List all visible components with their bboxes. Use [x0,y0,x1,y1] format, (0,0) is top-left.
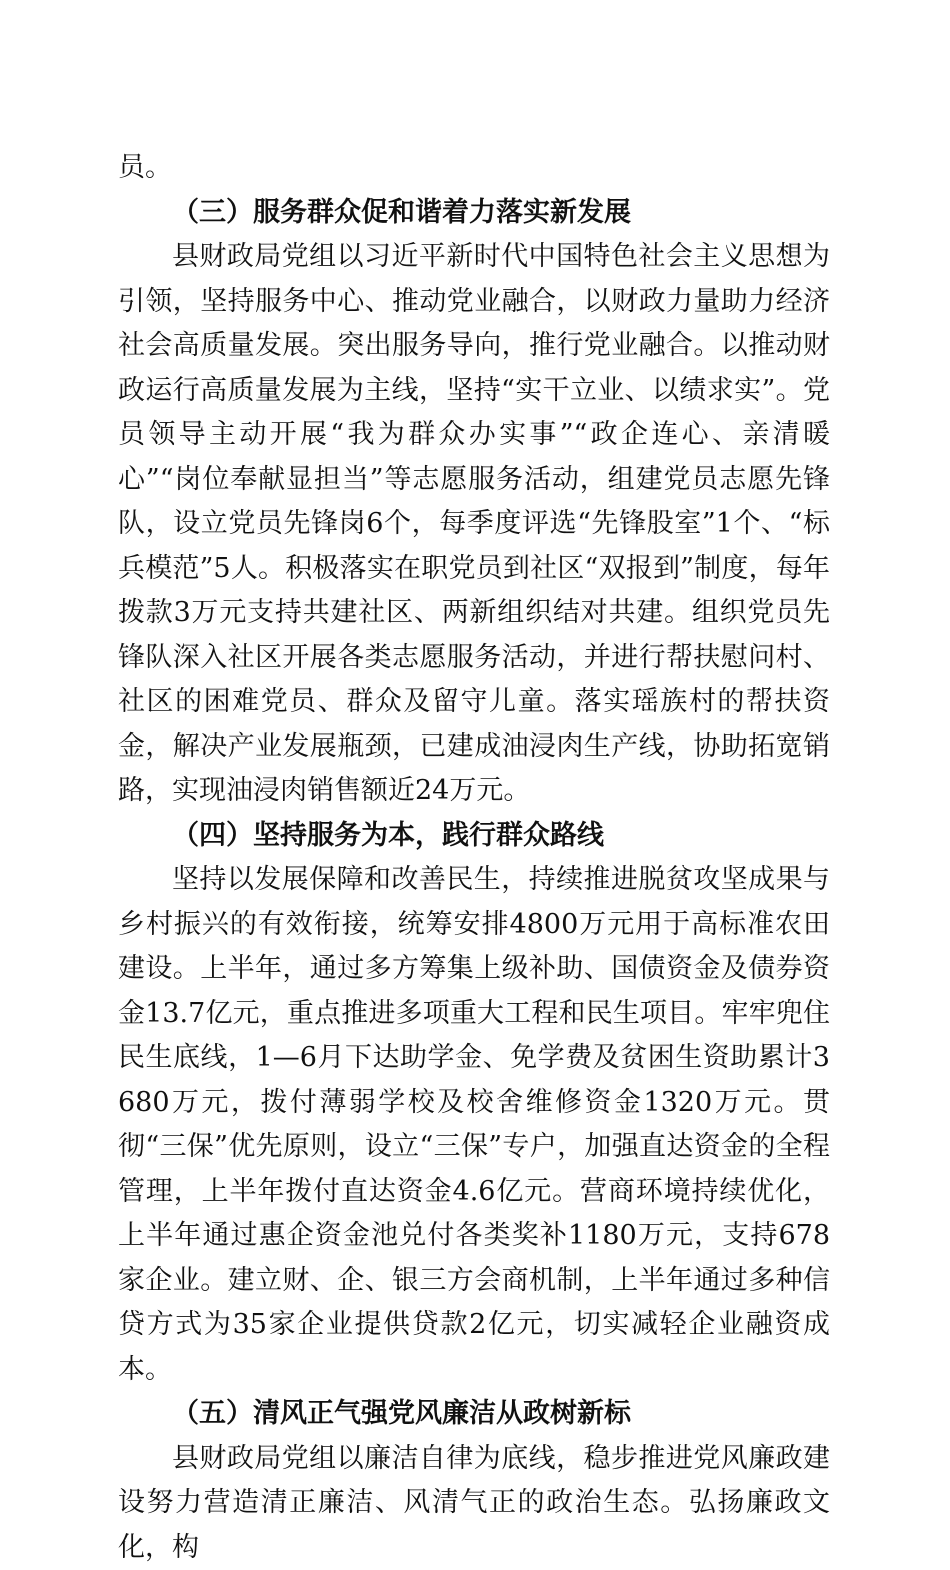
document-body [118,146,830,1570]
section-paragraph-4: 坚持以发展保障和改善民生，持续推进脱贫攻坚成果与乡村振兴的有效衔接，统筹安排4800万元用于高标准农田建设。上半年，通过多方筹集上级补助、国债资金及债券资金13.7亿元，重点推进多项重大工程和民生项目。牢牢兜住民生底线，1—6月下达助学金、免学费及贫困生资助累计3680万元，拨付薄弱学校及校舍维修资金1320万元。贯彻“三保”优先原则，设立“三保”专户，加强直达资金的全程管理，上半年拨付直达资金4.6亿元。营商环境持续优化，上半年通过惠企资金池兑付各类奖补1180万元，支持678家企业。建立财、企、银三方会商机制，上半年通过多种信贷方式为35家企业提供贷款2亿元，切实减轻企业融资成本。 [118,858,830,1392]
section-heading-5: （五）清风正气强党风廉洁从政树新标 [118,1392,830,1437]
section-heading-3: （三）服务群众促和谐着力落实新发展 [118,191,830,236]
section-paragraph-5: 县财政局党组以廉洁自律为底线，稳步推进党风廉政建设努力营造清正廉洁、风清气正的政治生态。弘扬廉政文化，构 [118,1437,830,1570]
section-paragraph-3: 县财政局党组以习近平新时代中国特色社会主义思想为引领，坚持服务中心、推动党业融合，以财政力量助力经济社会高质量发展。突出服务导向，推行党业融合。以推动财政运行高质量发展为主线，坚持“实干立业、以绩求实”。党员领导主动开展“我为群众办实事”“政企连心、亲清暖心”“岗位奉献显担当”等志愿服务活动，组建党员志愿先锋队，设立党员先锋岗6个，每季度评选“先锋股室”1个、“标兵模范”5人。积极落实在职党员到社区“双报到”制度，每年拨款3万元支持共建社区、两新组织结对共建。组织党员先锋队深入社区开展各类志愿服务活动，并进行帮扶慰问村、社区的困难党员、群众及留守儿童。落实瑶族村的帮扶资金，解决产业发展瓶颈，已建成油浸肉生产线，协助拓宽销路，实现油浸肉销售额近24万元。 [118,235,830,814]
section-heading-4: （四）坚持服务为本，践行群众路线 [118,814,830,859]
paragraph-fragment: 员。 [118,146,830,191]
